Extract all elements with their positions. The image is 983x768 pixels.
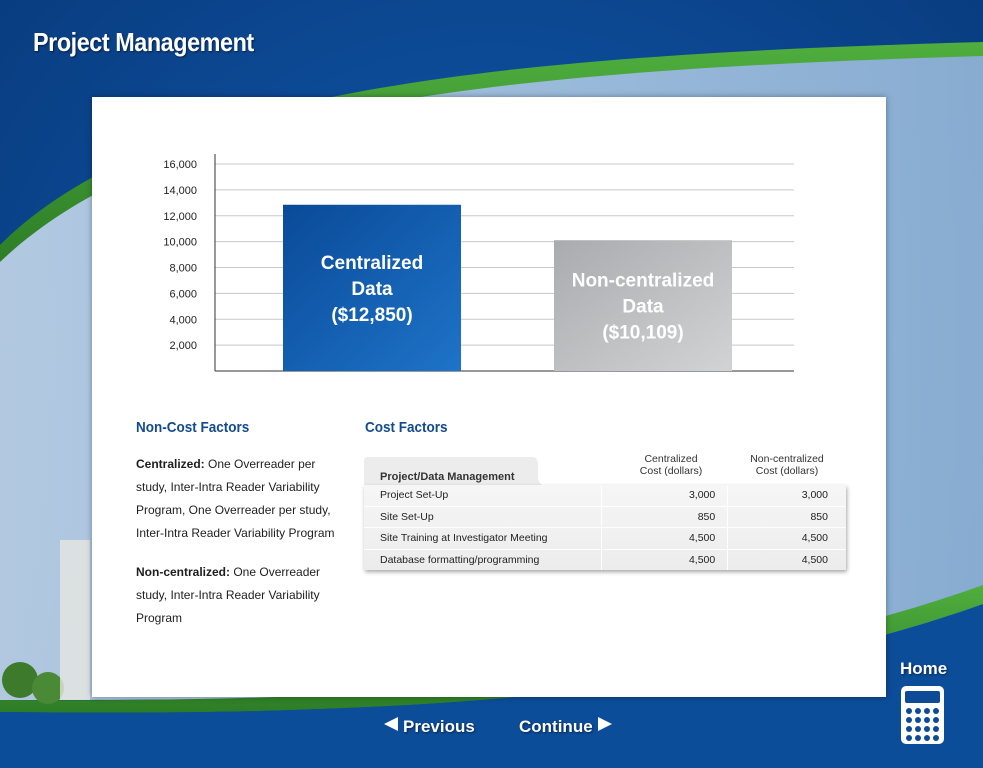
noncentralized-cost-header-line2: Cost (dollars) bbox=[755, 465, 819, 477]
y-tick-label: 6,000 bbox=[169, 288, 197, 301]
triangle-right-icon bbox=[597, 716, 613, 737]
row-noncentralized-cost: 4,500 bbox=[801, 532, 828, 545]
calculator-icon bbox=[900, 685, 945, 745]
bar-data-label: Centralized bbox=[320, 252, 424, 274]
row-name: Site Training at Investigator Meeting bbox=[364, 528, 602, 549]
continue-button[interactable] bbox=[519, 716, 613, 737]
y-tick-label: 16,000 bbox=[163, 159, 197, 171]
triangle-left-icon bbox=[383, 716, 399, 737]
bar-chart bbox=[92, 97, 886, 397]
noncentralized-label: Non-centralized: bbox=[136, 565, 231, 579]
centralized-text: One Overreader per study, Inter-Intra Reader Variability Program, One Overreader per study, Inter-Intra Reader Variability Program bbox=[136, 457, 335, 540]
y-tick-label: 10,000 bbox=[163, 236, 197, 249]
row-name: Site Set-Up bbox=[364, 507, 602, 528]
previous-label: Previous bbox=[403, 716, 475, 736]
table-row bbox=[364, 507, 846, 529]
row-centralized-cost: 4,500 bbox=[602, 528, 728, 549]
home-label: Home bbox=[900, 659, 948, 678]
centralized-cost-header-line2: Cost (dollars) bbox=[639, 465, 703, 477]
table-row bbox=[364, 550, 846, 571]
noncentralized-text: One Overreader study, Inter-Intra Reader Variability Program bbox=[136, 565, 321, 625]
row-centralized-cost: 850 bbox=[602, 507, 728, 528]
noncentralized-cost-header-line1: Non-centralized bbox=[750, 453, 824, 465]
centralized-paragraph bbox=[136, 453, 336, 545]
y-tick-label: 8,000 bbox=[169, 262, 197, 275]
content-panel bbox=[92, 97, 886, 697]
centralized-cost-header-line1: Centralized bbox=[644, 453, 698, 465]
table-tab-label: Project/Data Management bbox=[380, 471, 515, 483]
bar-data-label: Non-centralized bbox=[571, 270, 715, 292]
previous-button[interactable] bbox=[383, 716, 475, 737]
row-noncentralized-cost: 850 bbox=[810, 510, 828, 523]
non-cost-factors-heading: Non-Cost Factors bbox=[136, 419, 250, 436]
cost-factors-heading: Cost Factors bbox=[365, 419, 448, 436]
noncentralized-cost-header bbox=[732, 453, 842, 477]
non-cost-factors-text bbox=[136, 453, 336, 646]
row-noncentralized-cost: 4,500 bbox=[801, 553, 828, 566]
y-tick-label: 4,000 bbox=[169, 314, 197, 327]
y-tick-label: 12,000 bbox=[163, 210, 197, 223]
continue-label: Continue bbox=[519, 716, 593, 736]
bar-data-label: Data bbox=[351, 278, 393, 300]
bar-data-label: Data bbox=[622, 296, 664, 318]
y-tick-label: 2,000 bbox=[169, 340, 197, 353]
row-noncentralized-cost: 3,000 bbox=[801, 489, 828, 502]
centralized-cost-header bbox=[616, 453, 726, 477]
bar-data-label: ($12,850) bbox=[331, 304, 413, 326]
bar-data-label: ($10,109) bbox=[602, 322, 684, 344]
row-name: Project Set-Up bbox=[364, 485, 602, 506]
noncentralized-paragraph bbox=[136, 561, 336, 630]
row-centralized-cost: 3,000 bbox=[602, 485, 728, 506]
home-button[interactable] bbox=[900, 685, 945, 750]
table-row bbox=[364, 528, 846, 550]
page-title: Project Management bbox=[33, 27, 254, 57]
table-row bbox=[364, 485, 846, 507]
cost-table-body bbox=[364, 485, 846, 570]
centralized-label: Centralized: bbox=[136, 457, 205, 471]
y-tick-label: 14,000 bbox=[163, 184, 197, 197]
row-centralized-cost: 4,500 bbox=[602, 550, 728, 571]
row-name: Database formatting/programming bbox=[364, 550, 602, 571]
